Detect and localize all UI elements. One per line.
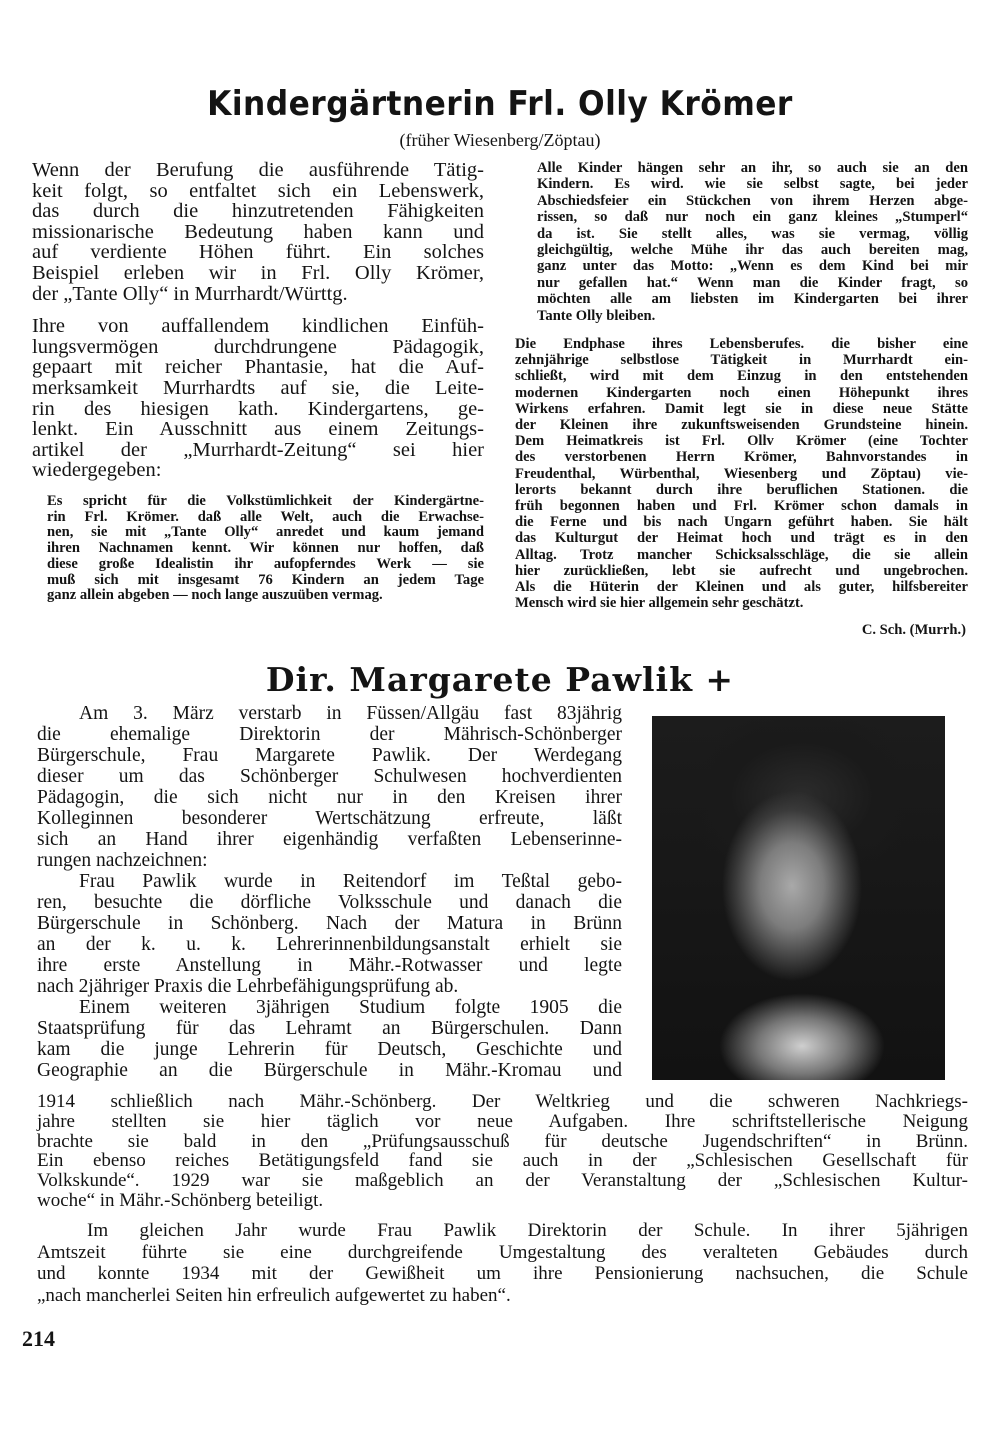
text-line: Alltag. Trotz mancher Schicksalsschläge, die sie allein (515, 546, 968, 563)
article-title-pawlik: Dir. Margarete Pawlik + (265, 660, 735, 699)
paragraph (37, 1220, 968, 1306)
paragraph (47, 494, 484, 604)
text-line: wiedergegeben: (32, 459, 162, 482)
paragraph (32, 316, 484, 481)
text-line: Amtszeit führte sie eine durchgreifende Umgestaltung des veralteten Gebäudes durch (37, 1241, 968, 1263)
text-line: die ehemalige Direktorin der Mährisch-Schönberger (37, 724, 622, 745)
text-line: Wenn der Berufung die ausführende Tätig- (32, 159, 484, 181)
text-line: ganz allein abgeben — noch lange auszuüben vermag. (47, 587, 383, 604)
text-line: lenkt. Ein Ausschnitt aus einem Zeitungs- (32, 418, 484, 441)
text-line: Ein ebenso reiches Betätigungsfeld fand sie auch in der „Schlesischen Gesellschaft für (37, 1150, 968, 1172)
article-subtitle-kroemer: (früher Wiesenberg/Zöptau) (399, 130, 601, 150)
text-line: an der k. u. k. Lehrerinnenbildungsanstalt erhielt sie (37, 934, 622, 955)
text-line: Als die Hüterin der Kleinen und als guter, hilfsbereiter (515, 579, 968, 596)
text-line: Geographie an die Bürgerschule in Mähr.-Kromau und (37, 1060, 622, 1081)
text-line: lerorts bekannt durch ihre beruflichen Stationen. die (515, 481, 968, 498)
text-line: möchten alle am liebsten im Kindergarten bei ihrer (537, 291, 968, 308)
text-line: „nach mancherlei Seiten hin erfreulich aufgewertet zu haben“. (37, 1284, 511, 1306)
text-line: der Kleinen ihre zukunftsweisenden Grundsteine hinein. (515, 417, 968, 434)
text-line: ganz unter das Motto: „Wenn es dem Kind bei mir (537, 258, 968, 275)
portrait-photo-pawlik (652, 716, 945, 1080)
text-line: Tante Olly bleiben. (537, 307, 656, 324)
text-line: die Ferne und bis nach Ungarn geführt haben. Sie hält (515, 514, 968, 531)
kroemer-right-column-part1 (537, 160, 968, 324)
pawlik-final-paragraph (37, 1220, 968, 1306)
text-line: kam die junge Lehrerin für Deutsch, Geschichte und (37, 1039, 622, 1060)
text-line: Abschiedsfeier ein Stückchen von ihrem Herzen abge- (537, 192, 968, 209)
text-line: des verstorbenen Herrn Krömer, Bahnvorstandes in (515, 449, 968, 466)
text-line: Dem Heimatkreis ist Frl. Ollv Krömer (eine Tochter (515, 433, 968, 450)
text-line: Alle Kinder hängen sehr an ihr, so auch sie an den (537, 160, 968, 176)
page-number: 214 (22, 1326, 55, 1351)
text-line: merksamkeit Murrhardts auf sie, die Leite- (32, 376, 484, 399)
kroemer-intro-column (32, 160, 484, 481)
text-line: zehnjährige selbstlose Tätigkeit in Murrhardt ein- (515, 352, 968, 369)
text-line: rin des hiesigen kath. Kindergartens, ge- (32, 397, 484, 420)
pawlik-narrow-column (37, 703, 622, 1081)
text-line: früh begonnen haben und Frl. Krömer schon damals in (515, 498, 968, 515)
paragraph (37, 1092, 968, 1211)
text-line: Kolleginnen besonderer Wertschätzung erfreute, läßt (37, 808, 622, 829)
text-line: Bürgerschule, Frau Margarete Pawlik. Der Werdegang (37, 745, 622, 766)
author-signature: C. Sch. (Murrh.) (861, 622, 966, 638)
paragraph (37, 703, 622, 871)
text-line: Pädagogin, die sich nicht nur in den Kreisen ihrer (37, 787, 622, 808)
text-line: das Kulturgut der Heimat hoch und trägt es in den (515, 530, 968, 547)
text-line: hier zurückließen, lebt sie aufrecht und ungebrochen. (515, 562, 968, 579)
text-line: Volkskunde“. 1929 war sie maßgeblich an der Veranstaltung der „Schlesischen Kultur- (37, 1170, 968, 1192)
text-line: Die Endphase ihres Lebensberufes. die bisher eine (515, 336, 968, 352)
paragraph (537, 160, 968, 324)
text-line: keit folgt, so entfaltet sich ein Lebenswerk, (32, 179, 484, 202)
text-line: das durch die hinzutretenden Fähigkeiten (32, 200, 484, 223)
text-line: jahre stellten sie hier täglich vor neue Aufgaben. Ihre schriftstellerische Neigung (37, 1110, 968, 1132)
text-line: lungsvermögen durchdrungene Pädagogik, (32, 335, 484, 358)
text-line: der „Tante Olly“ in Murrhardt/Württg. (32, 282, 348, 305)
text-line: Freudenthal, Würbenthal, Wiesenberg und Zöptau) vie- (515, 465, 968, 482)
text-line: ihren Nachnamen kennt. Wir können nur hoffen, daß (47, 540, 484, 557)
paragraph (37, 871, 622, 997)
text-line: nur gefallen hat.“ Wenn man die Kinder fragt, so (537, 274, 968, 291)
text-line: Frau Pawlik wurde in Reitendorf im Teßtal gebo- (79, 871, 622, 892)
text-line: brachte sie bald in den „Prüfungsausschuß für deutsche Jugendschriften“ in Brünn. (37, 1130, 968, 1152)
text-line: dieser um das Schönberger Schulwesen hochverdienten (37, 766, 622, 787)
paragraph (32, 160, 484, 304)
text-line: nach 2jähriger Praxis die Lehrbefähigungsprüfung ab. (37, 976, 459, 997)
text-line: woche“ in Mähr.-Schönberg beteiligt. (37, 1189, 324, 1211)
text-line: rin Frl. Krömer. daß alle Welt, auch die Erwachse- (47, 508, 484, 525)
kroemer-right-column-part2 (515, 336, 968, 611)
text-line: Einem weiteren 3jährigen Studium folgte 1905 die (79, 997, 622, 1018)
text-line: da ist. Sie stellt alles, was sie vermag, völlig (537, 225, 968, 242)
text-line: Bürgerschule in Schönberg. Nach der Matura in Brünn (37, 913, 622, 934)
text-line: Kindern. Es wird. wie sie selbst sagte, bei jeder (537, 176, 968, 193)
text-line: Ihre von auffallendem kindlichen Einfüh- (32, 315, 484, 338)
text-line: rissen, so daß nur noch ein ganz kleines „Stumperl“ (537, 209, 968, 226)
text-line: sich an Hand ihrer eigenhändig verfaßten Lebenserinne- (37, 829, 622, 850)
text-line: 1914 schließlich nach Mähr.-Schönberg. Der Weltkrieg und die schweren Nachkriegs- (37, 1091, 968, 1112)
text-line: und konnte 1934 mit der Gewißheit um ihre Pensionierung nachsuchen, die Schule (37, 1263, 968, 1284)
text-line: Im gleichen Jahr wurde Frau Pawlik Direktorin der Schule. In ihrer 5jährigen (87, 1220, 968, 1241)
paragraph (37, 997, 622, 1081)
text-line: artikel der „Murrhardt-Zeitung“ sei hier (32, 438, 484, 461)
article-title-kroemer: Kindergärtnerin Frl. Olly Krömer (207, 84, 793, 124)
text-line: ren, besuchte die dörfliche Volksschule und danach die (37, 892, 622, 913)
paragraph (515, 336, 968, 611)
text-line: Mensch wird sie hier allgemein sehr geschätzt. (515, 595, 804, 612)
text-line: missionarische Bedeutung haben kann und (32, 220, 484, 243)
text-line: schließt, wird mit dem Einzug in den entstehenden (515, 368, 968, 385)
kroemer-newspaper-quote (47, 494, 484, 604)
text-line: nen, sie mit „Tante Olly“ anredet und kaum jemand (47, 524, 484, 541)
text-line: muß sich mit insgesamt 76 Kindern an jedem Tage (47, 571, 484, 588)
text-line: auf verdiente Höhen führt. Ein solches (32, 241, 484, 264)
text-line: gepaart mit reicher Phantasie, hat die Auf- (32, 356, 484, 379)
text-line: Wirkens erfahren. Damit legt sie in diese neue Stätte (515, 400, 968, 417)
text-line: rungen nachzeichnen: (37, 850, 208, 871)
text-line: Am 3. März verstarb in Füssen/Allgäu fast 83jährig (79, 703, 622, 724)
text-line: ihre erste Anstellung in Mähr.-Rotwasser und legte (37, 955, 622, 976)
text-line: Staatsprüfung für das Lehramt an Bürgerschulen. Dann (37, 1018, 622, 1039)
pawlik-full-width-text (37, 1092, 968, 1211)
text-line: Es spricht für die Volkstümlichkeit der Kindergärtne- (47, 493, 484, 509)
text-line: diese große Idealistin ihr aufopferndes Werk — sie (47, 555, 484, 572)
text-line: gleichgültig, welche Mühe ihr das auch bereiten mag, (537, 242, 968, 259)
text-line: Beispiel erleben wir in Frl. Olly Krömer, (32, 261, 484, 284)
text-line: modernen Kindergarten noch einen Höhepunkt ihres (515, 384, 968, 401)
